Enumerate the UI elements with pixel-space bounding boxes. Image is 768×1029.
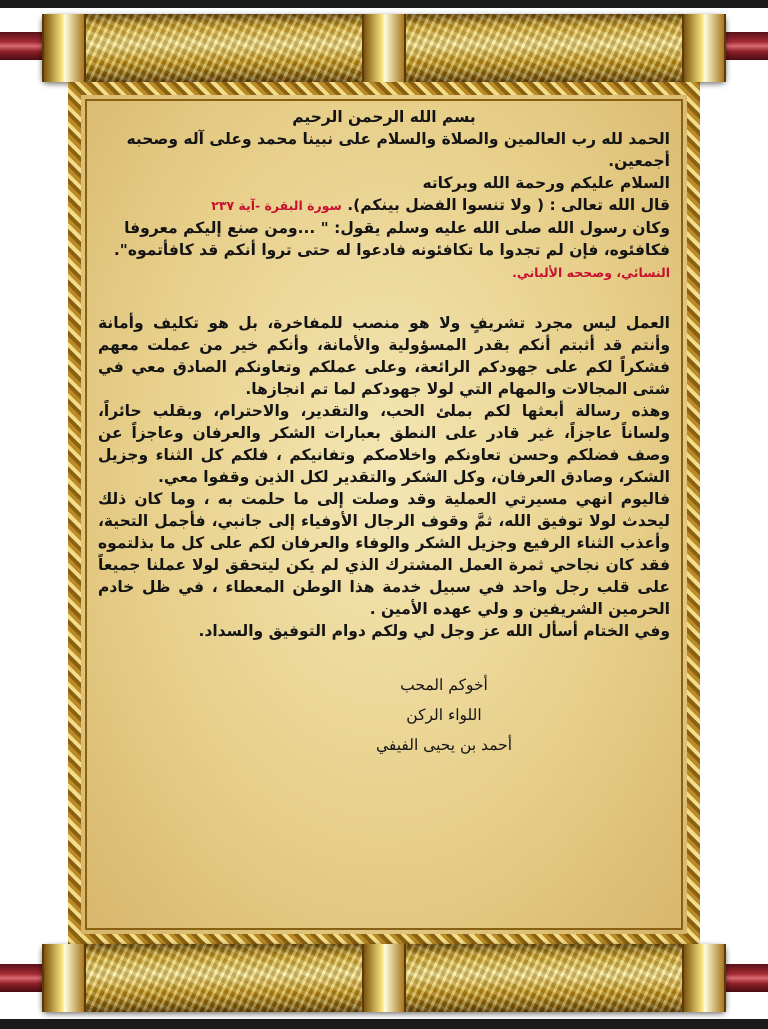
bottom-scroll-roller	[42, 944, 726, 1012]
top-scroll-roller	[42, 14, 726, 82]
roller-band	[682, 14, 726, 82]
paragraph-message: وهذه رسالة أبعثها لكم بملئ الحب، والتقدير، والاحترام، وبقلب حائراً، ولساناً عاجزاً، غير قادر على النطق بعبارات الشكر والعرفان وعاجزاً عن وصف فضلكم وحسن تعاونكم واخلاصكم وتفانيكم ، فلكم كل الثناء وجزيل الشكر، وصادق العرفان، وكل الشكر والتقدير لكل الذين وقفوا معي.	[98, 402, 670, 486]
hadith-reference: النسائي، وصححه الألباني.	[512, 265, 670, 280]
verse-line	[98, 194, 670, 217]
bottom-edge	[0, 1019, 768, 1029]
hadith-text: وكان رسول الله صلى الله عليه وسلم يقول: " ...ومن صنع إليكم معروفا فكافئوه، فإن لم تجدوا ما تكافئونه فادعوا له حتى تروا أنكم قد كافأتموه".	[113, 219, 670, 259]
verse-reference: سورة البقرة -آية ٢٣٧	[211, 198, 342, 213]
signature-rank: اللواء الركن	[406, 706, 482, 724]
roller-band	[362, 14, 406, 82]
parchment-sheet	[68, 82, 700, 947]
roller-band	[42, 14, 86, 82]
greeting: السلام عليكم ورحمة الله وبركاته	[422, 174, 670, 192]
basmala: بسم الله الرحمن الرحيم	[292, 108, 476, 126]
hadith-line	[98, 217, 670, 284]
roller-band	[42, 944, 86, 1012]
signature-block	[98, 670, 768, 760]
top-edge	[0, 0, 768, 8]
paragraph-gratitude: العمل ليس مجرد تشريفٍ ولا هو منصب للمفاخرة، بل هو تكليف وأمانة وأنتم قد أثبتم أنكم بقدر المسؤولية والأمانة، وأنكم خير من عملت معهم فشكراً لكم على جهودكم الرائعة، وعلى عملكم وتعاونكم الصادق معي في شتى المجالات والمهام التي لولا جهودكم لما تم انجازها.	[98, 314, 670, 398]
praise-line: الحمد لله رب العالمين والصلاة والسلام على نبينا محمد وعلى آله وصحبه أجمعين.	[126, 130, 670, 170]
verse-text: قال الله تعالى : ( ولا تنسوا الفضل بينكم).	[347, 196, 670, 214]
roller-band	[682, 944, 726, 1012]
signature-salutation: أخوكم المحب	[400, 676, 488, 694]
roller-band	[362, 944, 406, 1012]
letter-body	[90, 106, 678, 760]
paragraph-retirement: فاليوم انهي مسيرتي العملية وقد وصلت إلى ما حلمت به ، وما كان ذلك ليحدث لولا توفيق الله، ثمَّ وقوف الرجال الأوفياء إلى جانبي، فأجمل التحية، وأعذب الثناء الرفيع وجزيل الشكر والوفاء والعرفان لكم على كل ما بذلتموه فقد كان نجاحي ثمرة العمل المشترك الذي لم يكن ليتحقق لولا عملنا جميعاً على قلب رجل واحد في سبيل خدمة هذا الوطن المعطاء ، في ظل خادم الحرمين الشريفين و ولي عهده الأمين .	[98, 490, 670, 618]
signature-name: أحمد بن يحيى الفيفي	[375, 736, 513, 754]
closing-line: وفي الختام أسأل الله عز وجل لي ولكم دوام التوفيق والسداد.	[198, 622, 670, 640]
